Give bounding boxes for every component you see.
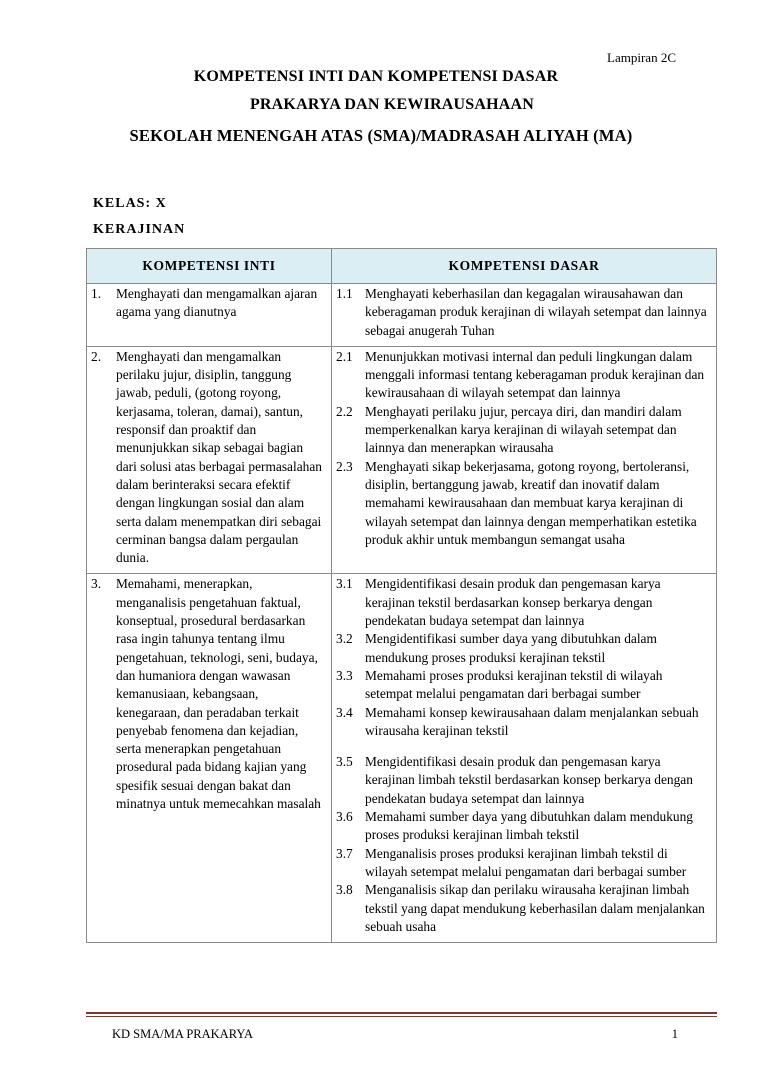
kd-item (336, 753, 712, 808)
kd-number: 3.5 (336, 754, 353, 770)
spacer (336, 740, 712, 753)
ki-text: Menghayati dan mengamalkan perilaku jujur, disiplin, tanggung jawab, peduli, (gotong royong, kerjasama, toleran, damai), santun, responsif dan proaktif dan menunjukkan sikap sebagai bagian dari solusi atas berbagai permasalahan dalam berinteraksi secara efektif dengan lingkungan sosial dan alam serta dalam menempatkan diri sebagai cerminan bangsa dalam pergaulan dunia. (116, 348, 322, 566)
competency-table (86, 248, 717, 943)
kd-number: 3.1 (336, 576, 353, 592)
ki-item (91, 575, 325, 813)
kd-number: 3.8 (336, 882, 353, 898)
footer-rule-thin (86, 1016, 717, 1017)
kd-text: Menganalisis proses produksi kerajinan limbah tekstil di wilayah setempat melalui pengamatan dari berbagai sumber (365, 845, 687, 879)
ki-number: 1. (91, 286, 102, 301)
kd-text: Mengidentifikasi sumber daya yang dibutuhkan dalam mendukung proses produksi kerajinan tekstil (365, 631, 657, 665)
kd-number: 3.6 (336, 809, 353, 825)
kd-text: Menunjukkan motivasi internal dan peduli lingkungan dalam menggali informasi tentang keberagaman produk kerajinan dan kewirausahaan di wilayah setempat dan lainnya (365, 348, 705, 401)
kd-number: 2.3 (336, 458, 353, 474)
kd-text: Menghayati sikap bekerjasama, gotong royong, bertoleransi, disiplin, bertanggung jawab, kreatif dan inovatif dalam memahami kewirausahaan dan membuat karya kerajinan di wilayah setempat dan lainnya dengan memperhatikan estetika produk akhir untuk membangun semangat usaha (365, 458, 697, 547)
kd-item (336, 667, 712, 704)
ki-cell (87, 284, 332, 347)
ki-number: 3. (91, 576, 102, 592)
table-header-row (87, 249, 717, 284)
ki-item (91, 348, 325, 568)
field-label: KERAJINAN (93, 222, 186, 237)
kd-number: 3.7 (336, 845, 353, 861)
kd-number: 3.4 (336, 704, 353, 720)
subject-title: PRAKARYA DAN KEWIRAUSAHAAN (249, 96, 535, 113)
kd-number: 2.2 (336, 403, 353, 419)
kd-item (336, 348, 712, 403)
footer-label: KD SMA/MA PRAKARYA (112, 1027, 254, 1041)
kd-text: Memahami konsep kewirausahaan dalam menjalankan sebuah wirausaha kerajinan tekstil (365, 704, 699, 738)
kd-text: Mengidentifikasi desain produk dan pengemasan karya kerajinan limbah tekstil berdasarkan konsep berkarya dengan pendekatan budaya setempat dan lainnya (365, 754, 693, 806)
class-label: KELAS: X (93, 196, 167, 211)
kd-number: 2.1 (336, 348, 353, 364)
ki-text: Memahami, menerapkan, menganalisis pengetahuan faktual, konseptual, prosedural berdasarkan rasa ingin tahunya tentang ilmu pengetahuan, teknologi, seni, budaya, dan humaniora dengan wawasan kemanusiaan, kebangsaan, kenegaraan, dan peradaban terkait penyebab fenomena dan kejadian, serta menerapkan pengetahuan prosedural pada bidang kajian yang spesifik sesuai dengan bakat dan minatnya untuk memecahkan masalah (116, 576, 321, 812)
table-row (87, 574, 717, 943)
lampiran-label: Lampiran 2C (607, 50, 676, 65)
kd-number: 1.1 (336, 286, 353, 301)
column-header-kd: KOMPETENSI DASAR (332, 249, 717, 284)
kd-text: Menghayati perilaku jujur, percaya diri, dan mandiri dalam memperkenalkan karya kerajinan di wilayah setempat dan lainnya dan menerapkan wirausaha (365, 403, 682, 456)
kd-item (336, 403, 712, 458)
footer-rule (86, 1012, 717, 1014)
column-header-ki: KOMPETENSI INTI (87, 249, 332, 284)
kd-text: Memahami sumber daya yang dibutuhkan dalam mendukung proses produksi kerajinan limbah tekstil (365, 809, 693, 843)
kd-text: Mengidentifikasi desain produk dan pengemasan karya kerajinan tekstil berdasarkan konsep berkarya dengan pendekatan budaya setempat dan lainnya (365, 576, 661, 629)
document-title: KOMPETENSI INTI DAN KOMPETENSI DASAR (193, 68, 559, 85)
page-number: 1 (671, 1027, 678, 1041)
kd-item (336, 808, 712, 845)
kd-number: 3.3 (336, 667, 353, 683)
kd-item (336, 881, 712, 936)
kd-text: Menganalisis sikap dan perilaku wirausaha kerajinan limbah tekstil yang dapat mendukung keberhasilan dalam menjalankan sebuah usaha (365, 882, 705, 934)
ki-text: Menghayati dan mengamalkan ajaran agama yang dianutnya (116, 286, 318, 320)
kd-text: Memahami proses produksi kerajinan tekstil di wilayah setempat melalui pengamatan dari berbagai sumber (365, 667, 663, 702)
kd-item (336, 704, 712, 741)
kd-item (336, 285, 712, 340)
kd-cell (332, 284, 717, 347)
table-row (87, 284, 717, 347)
ki-number: 2. (91, 348, 102, 364)
kd-number: 3.2 (336, 631, 353, 647)
kd-item (336, 630, 712, 667)
table-row (87, 346, 717, 574)
school-title: SEKOLAH MENENGAH ATAS (SMA)/MADRASAH ALIYAH (MA) (129, 126, 633, 145)
kd-cell (332, 574, 717, 943)
kd-cell (332, 346, 717, 574)
ki-item (91, 285, 325, 322)
ki-cell (87, 574, 332, 943)
ki-cell (87, 346, 332, 574)
kd-text: Menghayati keberhasilan dan kegagalan wirausahawan dan keberagaman produk kerajinan di wilayah setempat dan lainnya sebagai anugerah Tuhan (365, 286, 707, 338)
kd-item (336, 845, 712, 882)
kd-item (336, 575, 712, 630)
kd-item (336, 458, 712, 549)
